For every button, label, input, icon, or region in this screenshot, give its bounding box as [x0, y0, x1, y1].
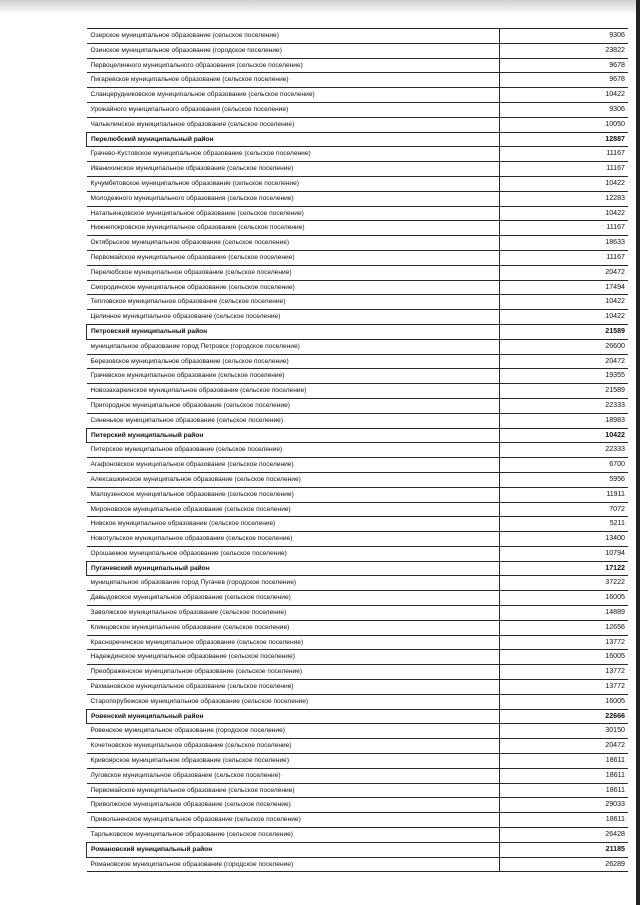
municipality-name: Сланцерудниковское муниципальное образование (сельское поселение) — [87, 88, 500, 103]
municipality-name: Мироновское муниципальное образование (сельское поселение) — [87, 502, 500, 517]
table-row — [87, 828, 629, 843]
value-cell: 22666 — [499, 709, 628, 724]
municipality-name: Грачево-Кустовское муниципальное образование (сельское поселение) — [87, 147, 500, 162]
municipality-name: Агафоновское муниципальное образование (сельское поселение) — [87, 458, 500, 473]
value-cell: 14889 — [499, 606, 628, 621]
value-cell: 18633 — [499, 236, 628, 251]
table-row — [87, 576, 629, 591]
table-row — [87, 176, 629, 191]
table-row — [87, 650, 629, 665]
table-row — [87, 221, 629, 236]
municipality-name: Романовское муниципальное образование (городское поселение) — [87, 857, 500, 872]
value-cell: 21185 — [499, 842, 628, 857]
municipality-name: Урожайного муниципального образования (сельское поселение) — [87, 102, 500, 117]
municipality-name: Натальинцовское муниципальное образование (сельское поселение) — [87, 206, 500, 221]
municipality-name: Кочетновское муниципальное образование (сельское поселение) — [87, 739, 500, 754]
table-row — [87, 635, 629, 650]
value-cell: 9306 — [499, 102, 628, 117]
value-cell: 7072 — [499, 502, 628, 517]
value-cell: 16005 — [499, 694, 628, 709]
table-row — [87, 413, 629, 428]
table-row — [87, 724, 629, 739]
table-row — [87, 280, 629, 295]
table-row — [87, 754, 629, 769]
municipality-name: Алексашкинское муниципальное образование (сельское поселение) — [87, 472, 500, 487]
value-cell: 10422 — [499, 176, 628, 191]
value-cell: 10422 — [499, 88, 628, 103]
district-row — [87, 132, 629, 147]
municipality-name: Октябрьское муниципальное образование (сельское поселение) — [87, 236, 500, 251]
municipality-name: муниципальное образование город Пугачев (городское поселение) — [87, 576, 500, 591]
municipal-values-table — [86, 28, 628, 872]
value-cell: 19355 — [499, 369, 628, 384]
table-row — [87, 768, 629, 783]
table-row — [87, 398, 629, 413]
value-cell: 22333 — [499, 443, 628, 458]
value-cell: 23822 — [499, 43, 628, 58]
table-body — [87, 29, 629, 872]
municipality-name: Озинское муниципальное образование (городское поселение) — [87, 43, 500, 58]
municipality-name: Малоузенское муниципальное образование (сельское поселение) — [87, 487, 500, 502]
district-row — [87, 428, 629, 443]
table-row — [87, 620, 629, 635]
table-row — [87, 517, 629, 532]
value-cell: 18611 — [499, 768, 628, 783]
municipality-name: Пугачевский муниципальный район — [87, 561, 500, 576]
value-cell: 26428 — [499, 828, 628, 843]
value-cell: 11167 — [499, 221, 628, 236]
municipality-name: Нижнепокровское муниципальное образование (сельское поселение) — [87, 221, 500, 236]
district-row — [87, 842, 629, 857]
municipality-name: Чалыклинское муниципальное образование (сельское поселение) — [87, 117, 500, 132]
municipality-name: Питерское муниципальное образование (сельское поселение) — [87, 443, 500, 458]
value-cell: 5956 — [499, 472, 628, 487]
municipality-name: Привольненское муниципальное образование (сельское поселение) — [87, 813, 500, 828]
municipality-name: Заволжское муниципальное образование (сельское поселение) — [87, 606, 500, 621]
table-row — [87, 665, 629, 680]
value-cell: 12656 — [499, 620, 628, 635]
table-row — [87, 58, 629, 73]
municipality-name: Романовский муниципальный район — [87, 842, 500, 857]
municipality-name: Клинцовское муниципальное образование (сельское поселение) — [87, 620, 500, 635]
value-cell: 9678 — [499, 73, 628, 88]
value-cell: 20472 — [499, 354, 628, 369]
value-cell: 11911 — [499, 487, 628, 502]
table-row — [87, 236, 629, 251]
table-row — [87, 591, 629, 606]
municipality-name: Новотульское муниципальное образование (сельское поселение) — [87, 532, 500, 547]
municipality-name: Новозахаркинское муниципальное образование (сельское поселение) — [87, 384, 500, 399]
table-row — [87, 606, 629, 621]
table-row — [87, 739, 629, 754]
value-cell: 13772 — [499, 635, 628, 650]
table-row — [87, 88, 629, 103]
municipality-name: Первоцелинного муниципального образования (сельское поселение) — [87, 58, 500, 73]
municipality-name: Кривоярское муниципальное образование (сельское поселение) — [87, 754, 500, 769]
value-cell: 30150 — [499, 724, 628, 739]
municipality-name: Кучумбетовское муниципальное образование (сельское поселение) — [87, 176, 500, 191]
table-row — [87, 813, 629, 828]
municipality-name: Красноречинское муниципальное образование (сельское поселение) — [87, 635, 500, 650]
table-row — [87, 339, 629, 354]
value-cell: 5211 — [499, 517, 628, 532]
municipality-name: Пригородное муниципальное образование (сельское поселение) — [87, 398, 500, 413]
municipality-name: Орошаемое муниципальное образование (сельское поселение) — [87, 546, 500, 561]
scan-edge-right — [636, 0, 640, 905]
value-cell: 20472 — [499, 739, 628, 754]
value-cell: 10050 — [499, 117, 628, 132]
table-row — [87, 694, 629, 709]
value-cell: 11167 — [499, 147, 628, 162]
value-cell: 21589 — [499, 324, 628, 339]
municipality-name: Грачевское муниципальное образование (сельское поселение) — [87, 369, 500, 384]
municipality-name: муниципальное образование город Петровск (городское поселение) — [87, 339, 500, 354]
table-row — [87, 532, 629, 547]
municipality-name: Рахмановское муниципальное образование (сельское поселение) — [87, 680, 500, 695]
value-cell: 13772 — [499, 680, 628, 695]
value-cell: 6700 — [499, 458, 628, 473]
value-cell: 26600 — [499, 339, 628, 354]
municipality-name: Смородинское муниципальное образование (сельское поселение) — [87, 280, 500, 295]
scan-edge-top — [0, 0, 640, 14]
value-cell: 20472 — [499, 265, 628, 280]
municipality-name: Березовское муниципальное образование (сельское поселение) — [87, 354, 500, 369]
table-row — [87, 295, 629, 310]
value-cell: 12283 — [499, 191, 628, 206]
municipality-name: Перелюбский муниципальный район — [87, 132, 500, 147]
value-cell: 26289 — [499, 857, 628, 872]
value-cell: 10422 — [499, 428, 628, 443]
municipality-name: Преображенское муниципальное образование (сельское поселение) — [87, 665, 500, 680]
table-row — [87, 502, 629, 517]
value-cell: 16005 — [499, 591, 628, 606]
municipality-name: Целинное муниципальное образование (сельское поселение) — [87, 310, 500, 325]
value-cell: 9306 — [499, 29, 628, 44]
value-cell: 17122 — [499, 561, 628, 576]
value-cell: 22333 — [499, 398, 628, 413]
value-cell: 10422 — [499, 310, 628, 325]
municipality-name: Перелюбское муниципальное образование (сельское поселение) — [87, 265, 500, 280]
municipality-name: Молодежного муниципального образования (сельское поселение) — [87, 191, 500, 206]
municipality-name: Тепловское муниципальное образование (сельское поселение) — [87, 295, 500, 310]
municipality-name: Питерский муниципальный район — [87, 428, 500, 443]
value-cell: 37222 — [499, 576, 628, 591]
table-row — [87, 117, 629, 132]
value-cell: 11167 — [499, 250, 628, 265]
table-row — [87, 546, 629, 561]
municipality-name: Первомайское муниципальное образование (сельское поселение) — [87, 250, 500, 265]
table-row — [87, 206, 629, 221]
municipality-name: Синенькое муниципальное образование (сельское поселение) — [87, 413, 500, 428]
table-row — [87, 384, 629, 399]
value-cell: 17494 — [499, 280, 628, 295]
table-row — [87, 250, 629, 265]
district-row — [87, 324, 629, 339]
table-row — [87, 102, 629, 117]
table-row — [87, 162, 629, 177]
table-row — [87, 443, 629, 458]
table-row — [87, 783, 629, 798]
table-row — [87, 857, 629, 872]
value-cell: 12887 — [499, 132, 628, 147]
value-cell: 11167 — [499, 162, 628, 177]
municipality-name: Ровенский муниципальный район — [87, 709, 500, 724]
table-row — [87, 369, 629, 384]
table-row — [87, 798, 629, 813]
value-cell: 10422 — [499, 206, 628, 221]
table-row — [87, 354, 629, 369]
municipality-name: Луговское муниципальное образование (сельское поселение) — [87, 768, 500, 783]
table-row — [87, 73, 629, 88]
municipality-name: Иванихинское муниципальное образование (сельское поселение) — [87, 162, 500, 177]
municipality-name: Петровский муниципальный район — [87, 324, 500, 339]
table-row — [87, 29, 629, 44]
municipality-name: Пигаревское муниципальное образование (сельское поселение) — [87, 73, 500, 88]
municipality-name: Надеждинское муниципальное образование (сельское поселение) — [87, 650, 500, 665]
municipality-name: Тарлыковское муниципальное образование (сельское поселение) — [87, 828, 500, 843]
table-row — [87, 265, 629, 280]
value-cell: 18611 — [499, 754, 628, 769]
table-row — [87, 487, 629, 502]
value-cell: 18611 — [499, 783, 628, 798]
value-cell: 29033 — [499, 798, 628, 813]
municipality-name: Приволжское муниципальное образование (сельское поселение) — [87, 798, 500, 813]
district-row — [87, 561, 629, 576]
value-cell: 13772 — [499, 665, 628, 680]
municipality-name: Давыдовское муниципальное образование (сельское поселение) — [87, 591, 500, 606]
value-cell: 13400 — [499, 532, 628, 547]
table-row — [87, 43, 629, 58]
table-row — [87, 191, 629, 206]
municipality-name: Первомайское муниципальное образование (сельское поселение) — [87, 783, 500, 798]
municipality-name: Старопорубежское муниципальное образование (сельское поселение) — [87, 694, 500, 709]
value-cell: 9678 — [499, 58, 628, 73]
value-cell: 18983 — [499, 413, 628, 428]
table-row — [87, 310, 629, 325]
municipality-name: Нивское муниципальное образование (сельское поселение) — [87, 517, 500, 532]
table-row — [87, 458, 629, 473]
value-cell: 16005 — [499, 650, 628, 665]
table-row — [87, 472, 629, 487]
municipality-name: Озерское муниципальное образование (сельское поселение) — [87, 29, 500, 44]
district-row — [87, 709, 629, 724]
value-cell: 21589 — [499, 384, 628, 399]
value-cell: 18611 — [499, 813, 628, 828]
value-cell: 10794 — [499, 546, 628, 561]
table-row — [87, 147, 629, 162]
municipality-name: Ровенское муниципальное образование (городское поселение) — [87, 724, 500, 739]
table-row — [87, 680, 629, 695]
value-cell: 10422 — [499, 295, 628, 310]
